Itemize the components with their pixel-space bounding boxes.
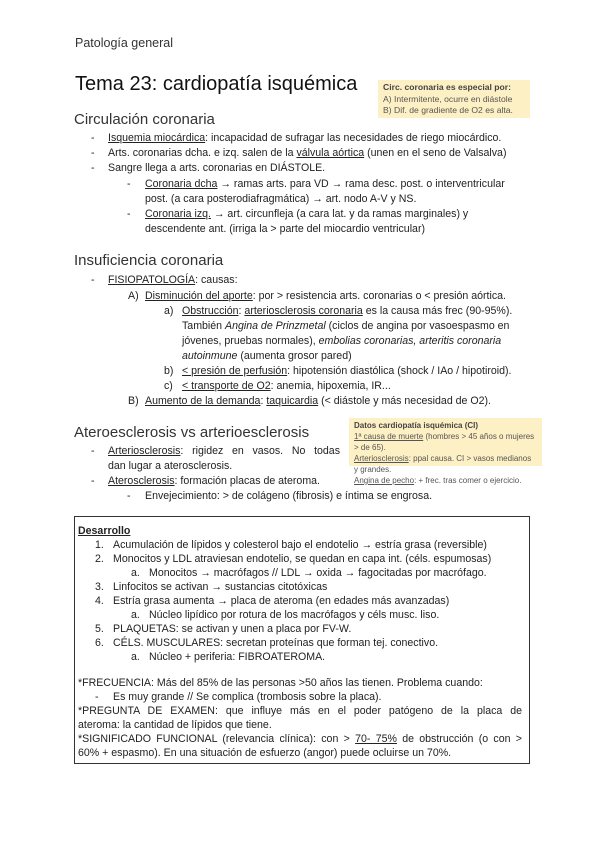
sub-bullet-line: descendente ant. (irriga la > parte del miocardio ventricular) [145, 223, 425, 235]
term: arteriosclerosis coronaria [244, 305, 363, 317]
text: (unen en el seno de Valsalva) [364, 147, 507, 159]
box-item-text: Linfocitos se activan → sustancias citotóxicas [113, 581, 328, 593]
term: autoinmune [182, 350, 238, 362]
term: Coronaria dcha [145, 178, 218, 190]
box-exam-question: *PREGUNTA DE EXAMEN: que influye más en el poder patógeno de la placa de [78, 705, 522, 717]
term: Arteriosclerosis [108, 445, 181, 457]
sub-bullet-item [145, 207, 468, 222]
bullet-dash: - [91, 147, 95, 159]
list-item [182, 304, 512, 319]
sticky-note-circulation [378, 80, 530, 118]
list-marker: a) [164, 305, 174, 317]
text: : + frec. tras comer o ejercicio. [414, 476, 522, 485]
box-item-text: Núcleo lipídico por rotura de los macrófagos y céls musc. liso. [149, 609, 440, 621]
term: < presión de perfusión [182, 365, 288, 377]
sub-bullet-item [145, 177, 505, 192]
box-item-text: Acumulación de lípidos y colesterol bajo el endotelio → estría grasa (reversible) [113, 539, 487, 551]
box-functional-line: 60% + espasmo). En una situación de esfuerzo (angor) puede ocluirse un 70%. [78, 747, 452, 759]
list-marker: c) [164, 380, 173, 392]
box-heading: Desarrollo [78, 525, 131, 537]
bullet-dash: - [127, 178, 131, 190]
list-item [182, 364, 512, 379]
list-marker: A) [128, 290, 139, 302]
term: 70- 75% [355, 733, 397, 745]
box-item-num: 1. [95, 539, 104, 551]
text: de obstrucción (o con > [396, 733, 522, 745]
bullet-dash: - [91, 132, 95, 144]
text: Arts. coronarias dcha. e izq. salen de la [108, 147, 297, 159]
bullet-line: dan lugar a aterosclerosis. [108, 460, 233, 472]
text: jóvenes, pruebas normales), [182, 335, 319, 347]
box-exam-question-line: ateroma: la cantidad de lípidos que tiene. [78, 719, 272, 731]
document-header: Patología general [75, 36, 173, 50]
list-line [182, 319, 509, 334]
box-item-text: Monocitos y LDL atraviesan endotelio, se quedan en capa int. (céls. espumosas) [113, 553, 492, 565]
box-item-num: a. [131, 651, 140, 663]
note-line [354, 431, 537, 453]
bullet-dash: - [91, 162, 95, 174]
box-item-text: Estría grasa aumenta → placa de ateroma (en edades más avanzadas) [113, 595, 450, 607]
bullet-item [108, 273, 238, 288]
term: Aumento de la demanda [145, 395, 261, 407]
box-item-text: Monocitos → macrófagos // LDL → oxida → fagocitadas por macrófago. [149, 567, 487, 579]
sub-bullet-item: Envejecimiento: > de colágeno (fibrosis) e íntima se engrosa. [145, 490, 433, 502]
text: : ppal causa. CI > vasos medianos y grandes. [354, 454, 532, 474]
note-heading: Circ. coronaria es especial por: [383, 82, 512, 92]
text: : hipotensión diastólica (shock / IAo / hipotiroid). [287, 365, 512, 377]
list-item [145, 394, 491, 409]
box-item-num: a. [131, 567, 140, 579]
list-line [182, 349, 352, 364]
text: (hombres > 45 años o mujeres > de 65). [354, 432, 535, 452]
bullet-dash: - [127, 208, 131, 220]
box-item-num: 2. [95, 553, 104, 565]
list-marker: B) [128, 395, 139, 407]
note-line: A) Intermitente, ocurre en diástole [383, 93, 513, 104]
bullet-item: Sangre llega a arts. coronarias en DIÁSTOLE. [108, 162, 326, 174]
box-item-num: 6. [95, 637, 104, 649]
section-heading-ateroesclerosis: Ateroesclerosis vs arterioesclerosis [74, 424, 310, 441]
list-line [182, 334, 501, 349]
box-item-num: 5. [95, 623, 104, 635]
list-item [145, 289, 506, 304]
text: (ciclos de angina por vasoespasmo en [325, 320, 510, 332]
bullet-item [108, 444, 340, 459]
text: : causas: [195, 274, 238, 286]
term: Angina de pecho [354, 476, 415, 485]
text: : rigidez en vasos. No todas [180, 445, 340, 457]
sub-bullet-line: post. (a cara posterodiafragmática) → art. nodo A-V y NS. [145, 193, 417, 205]
text: es la causa más frec (90-95%). [362, 305, 513, 317]
text: : por > resistencia arts. coronarias o < presión aórtica. [252, 290, 506, 302]
term: válvula aórtica [296, 147, 365, 159]
section-heading-insuficiencia: Insuficiencia coronaria [74, 252, 224, 269]
text: → art. circunfleja (a cara lat. y da ramas marginales) y [210, 208, 469, 220]
bullet-dash: - [127, 490, 131, 502]
text: También [182, 320, 225, 332]
text: (< diástole y más necesidad de O2). [318, 395, 491, 407]
box-frequency-sub: Es muy grande // Se complica (trombosis sobre la placa). [113, 691, 382, 703]
box-item-text: PLAQUETAS: se activan y unen a placa por FV-W. [113, 623, 352, 635]
term: FISIOPATOLOGÍA [108, 274, 196, 286]
note-heading: Datos cardiopatía isquémica (CI) [354, 421, 479, 430]
development-box [74, 516, 530, 764]
box-functional [78, 733, 522, 746]
bullet-item [108, 474, 320, 489]
term: Isquemia miocárdica [108, 132, 206, 144]
term: Angina de Prinzmetal [225, 320, 326, 332]
term: Disminución del aporte [145, 290, 253, 302]
term: Coronaria izq. [145, 208, 211, 220]
text: → ramas arts. para VD → rama desc. post. o interventricular [217, 178, 505, 190]
note-line [354, 453, 537, 475]
term: Aterosclerosis [108, 475, 175, 487]
text: : incapacidad de sufragar las necesidades de riego miocárdico. [205, 132, 502, 144]
term: Arteriosclerosis [354, 454, 409, 463]
sticky-note-ci-data [349, 418, 542, 485]
term: < transporte de O2 [182, 380, 271, 392]
page-title: Tema 23: cardiopatía isquémica [75, 73, 358, 95]
text: (aumenta grosor pared) [237, 350, 352, 362]
bullet-dash: - [91, 475, 95, 487]
bullet-dash: - [95, 691, 99, 703]
term: taquicardia [266, 395, 319, 407]
box-item-num: 3. [95, 581, 104, 593]
list-marker: b) [164, 365, 174, 377]
bullet-dash: - [91, 445, 95, 457]
text: : formación placas de ateroma. [174, 475, 320, 487]
box-item-text: CÉLS. MUSCULARES: secretan proteínas que forman tej. conectivo. [113, 637, 439, 649]
box-frequency: *FRECUENCIA: Más del 85% de las personas >50 años las tienen. Problema cuando: [78, 677, 483, 689]
note-line: B) Dif. de gradiente de O2 es alta. [383, 105, 513, 115]
term: Obstrucción [182, 305, 239, 317]
box-item-num: a. [131, 609, 140, 621]
text: : [238, 305, 245, 317]
text: : anemia, hipoxemia, IR... [270, 380, 391, 392]
bullet-item [108, 146, 506, 161]
text: *SIGNIFICADO FUNCIONAL (relevancia clínica): con > [78, 733, 356, 745]
note-line [354, 475, 537, 486]
text: : [260, 395, 267, 407]
section-heading-circulacion: Circulación coronaria [74, 111, 215, 128]
box-item-num: 4. [95, 595, 104, 607]
bullet-dash: - [91, 274, 95, 286]
term: embolias coronarias, arteritis coronaria [318, 335, 502, 347]
box-item-text: Núcleo + periferia: FIBROATEROMA. [149, 651, 326, 663]
bullet-item [108, 131, 501, 146]
list-item [182, 379, 391, 394]
term: 1ª causa de muerte [354, 432, 424, 441]
